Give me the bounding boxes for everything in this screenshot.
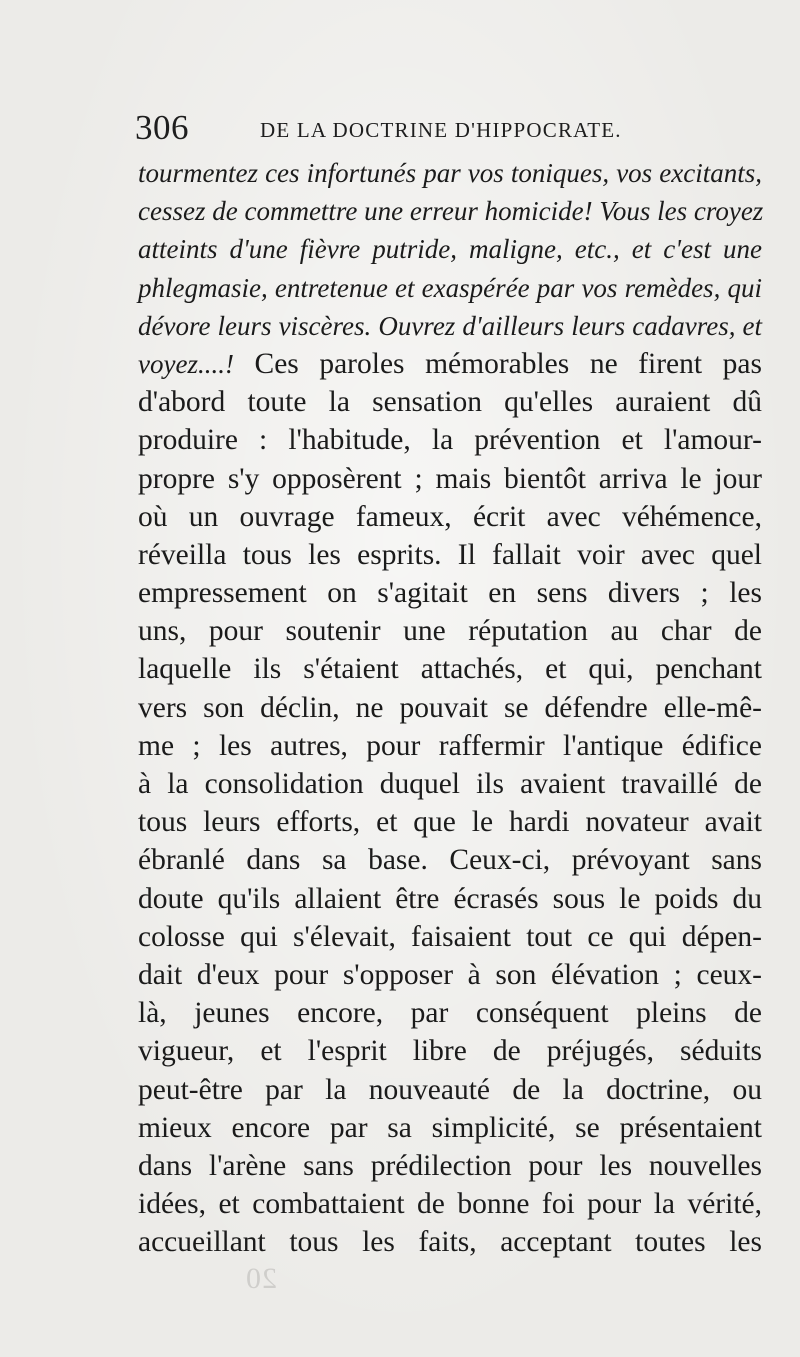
text-line: empressement on s'agitait en sens divers ; les bbox=[138, 577, 762, 610]
text-line-mixed bbox=[138, 345, 762, 383]
text-line: d'abord toute la sensation qu'elles auraient dû bbox=[138, 386, 762, 419]
bleed-through-signature: 20 bbox=[245, 1262, 277, 1295]
text-line: tous leurs efforts, et que le hardi novateur avait bbox=[138, 806, 762, 839]
page-number: 306 bbox=[135, 108, 189, 147]
text-line: atteints d'une fièvre putride, maligne, etc., et c'est une bbox=[138, 234, 762, 265]
text-line: idées, et combattaient de bonne foi pour la vérité, bbox=[138, 1188, 762, 1221]
text-line: dans l'arène sans prédilection pour les nouvelles bbox=[138, 1149, 762, 1182]
text-line: peut-être par la nouveauté de la doctrine, ou bbox=[138, 1073, 762, 1106]
italic-fragment: voyez....! bbox=[138, 348, 234, 379]
text-line: colosse qui s'élevait, faisaient tout ce qui dépen- bbox=[138, 920, 762, 953]
body-text bbox=[138, 154, 762, 1261]
running-head bbox=[135, 108, 755, 148]
text-line: me ; les autres, pour raffermir l'antique édifice bbox=[138, 729, 762, 762]
text-line: produire : l'habitude, la prévention et l'amour- bbox=[138, 424, 762, 457]
roman-fragment: Ces paroles mémorables ne firent pas bbox=[233, 347, 762, 380]
text-line: à la consolidation duquel ils avaient travaillé de bbox=[138, 768, 762, 800]
text-line: cessez de commettre une erreur homicide! Vous les croyez bbox=[138, 196, 764, 227]
text-line: accueillant tous les faits, acceptant toutes les bbox=[138, 1226, 762, 1259]
text-line: phlegmasie, entretenue et exaspérée par vos remèdes, qui bbox=[138, 272, 762, 303]
text-line: doute qu'ils allaient être écrasés sous le poids du bbox=[138, 882, 762, 915]
running-title: DE LA DOCTRINE D'HIPPOCRATE. bbox=[260, 118, 622, 142]
text-line: dévore leurs viscères. Ouvrez d'ailleurs leurs cadavres, et bbox=[138, 310, 762, 341]
text-line: ébranlé dans sa base. Ceux-ci, prévoyant sans bbox=[138, 844, 762, 877]
text-line: où un ouvrage fameux, écrit avec véhémence, bbox=[138, 500, 762, 533]
text-line: dait d'eux pour s'opposer à son élévation ; ceux- bbox=[138, 958, 762, 991]
text-line: propre s'y opposèrent ; mais bientôt arriva le jour bbox=[138, 462, 762, 495]
text-line: là, jeunes encore, par conséquent pleins de bbox=[138, 997, 762, 1030]
text-line: tourmentez ces infortunés par vos toniques, vos excitants, bbox=[138, 158, 762, 188]
text-line: uns, pour soutenir une réputation au char de bbox=[138, 615, 762, 648]
text-line: laquelle ils s'étaient attachés, et qui, penchant bbox=[138, 653, 762, 686]
text-line: vers son déclin, ne pouvait se défendre elle-mê- bbox=[138, 691, 762, 724]
text-line: vigueur, et l'esprit libre de préjugés, séduits bbox=[138, 1035, 762, 1068]
text-line: réveilla tous les esprits. Il fallait voir avec quel bbox=[138, 538, 762, 571]
text-line: mieux encore par sa simplicité, se présentaient bbox=[138, 1111, 762, 1144]
